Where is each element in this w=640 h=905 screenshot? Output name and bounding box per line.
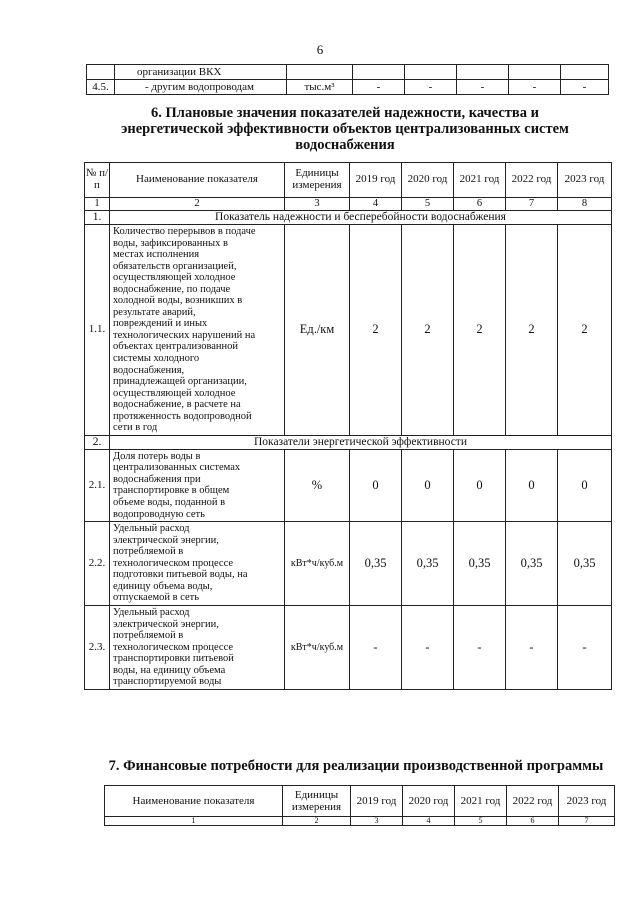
value-cell: 0,35 (350, 522, 402, 606)
value-cell: - (454, 605, 506, 689)
value-cell: 0 (350, 449, 402, 521)
value-cell: - (405, 80, 457, 95)
row-unit: Ед./км (285, 225, 350, 436)
value-cell: 0 (506, 449, 558, 521)
row-name: - другим водопроводам (115, 80, 287, 95)
header-year: 2019 год (351, 786, 403, 817)
section-title: Показатель надежности и бесперебойности водоснабжения (110, 211, 612, 225)
header-year: 2022 год (507, 786, 559, 817)
header-unit: Единицы измерения (285, 163, 350, 198)
value-cell: - (353, 80, 405, 95)
section-row (85, 435, 612, 449)
header-year: 2020 год (402, 163, 454, 198)
value-cell: - (506, 605, 558, 689)
row-number: 2.1. (85, 449, 110, 521)
table-row (87, 65, 609, 80)
column-number-row: 1 2 3 4 5 6 7 8 (85, 198, 612, 211)
header-name: Наименование показателя (105, 786, 283, 817)
indicator-description: Количество перерывов в подаче воды, зафиксированных в местах исполнения обязательств организацией, осуществляющей холодное водоснабжение, по подаче холодной воды, возникших в результате аварий, повреждений и иных технологических нарушений на объектах централизованной системы холодного водоснабжения, принадлежащей организации, осуществляющей холодное водоснабжение, в расчете на протяженность водопроводной сети в год (110, 225, 285, 436)
header-name: Наименование показателя (110, 163, 285, 198)
row-number: 4.5. (87, 80, 115, 95)
table-row (85, 522, 612, 606)
header-year: 2019 год (350, 163, 402, 198)
indicator-description: Удельный расход электрической энергии, потребляемой в технологическом процессе транспортировки питьевой воды, на единицу объема транспортируемой воды (110, 605, 285, 689)
row-number: 2.2. (85, 522, 110, 606)
value-cell: 0,35 (402, 522, 454, 606)
header-year: 2023 год (558, 163, 612, 198)
value-cell: 0 (454, 449, 506, 521)
section-7-title: 7. Финансовые потребности для реализации производственной программы (108, 758, 604, 774)
header-year: 2023 год (559, 786, 615, 817)
indicator-description: Доля потерь воды в централизованных системах водоснабжения при транспортировке в общем объеме воды, поданной в водопроводную сеть (110, 449, 285, 521)
value-cell: 0,35 (454, 522, 506, 606)
row-unit: % (285, 449, 350, 521)
header-year: 2021 год (454, 163, 506, 198)
table-row (85, 449, 612, 521)
section-title: Показатели энергетической эффективности (110, 435, 612, 449)
row-unit: кВт*ч/куб.м (285, 605, 350, 689)
header-year: 2022 год (506, 163, 558, 198)
header-year: 2021 год (455, 786, 507, 817)
page-number: 6 (316, 42, 324, 57)
value-cell: 0,35 (558, 522, 612, 606)
value-cell: 2 (350, 225, 402, 436)
indicator-description: Удельный расход электрической энергии, потребляемой в технологическом процессе подготовки питьевой воды, на единицу объема воды, отпускаемой в сеть (110, 522, 285, 606)
indicators-table (84, 162, 612, 690)
header-num: № п/п (85, 163, 110, 198)
value-cell: - (402, 605, 454, 689)
value-cell: - (558, 605, 612, 689)
value-cell: 0,35 (506, 522, 558, 606)
section-6-title: 6. Плановые значения показателей надежности, качества и энергетической эффективности объектов централизованных систем водоснабжения (121, 105, 569, 153)
value-cell: - (350, 605, 402, 689)
top-table-fragment (86, 64, 609, 95)
value-cell: 2 (506, 225, 558, 436)
row-unit: тыс.м³ (287, 80, 353, 95)
table-header-row (85, 163, 612, 198)
section-number: 2. (85, 435, 110, 449)
table-row (87, 80, 609, 95)
header-unit: Единицы измерения (283, 786, 351, 817)
value-cell: - (457, 80, 509, 95)
section-number: 1. (85, 211, 110, 225)
row-number: 1.1. (85, 225, 110, 436)
value-cell: 2 (558, 225, 612, 436)
section-row (85, 211, 612, 225)
value-cell: 2 (454, 225, 506, 436)
value-cell: 0 (558, 449, 612, 521)
row-name: организации ВКХ (115, 65, 287, 80)
table-row (85, 225, 612, 436)
table-row (85, 605, 612, 689)
table-header-row (105, 786, 615, 817)
value-cell: 0 (402, 449, 454, 521)
column-number-row: 1 2 3 4 5 6 7 (105, 817, 615, 826)
row-number: 2.3. (85, 605, 110, 689)
row-unit: кВт*ч/куб.м (285, 522, 350, 606)
value-cell: - (509, 80, 561, 95)
header-year: 2020 год (403, 786, 455, 817)
value-cell: 2 (402, 225, 454, 436)
value-cell: - (561, 80, 609, 95)
financial-needs-table (104, 785, 615, 826)
